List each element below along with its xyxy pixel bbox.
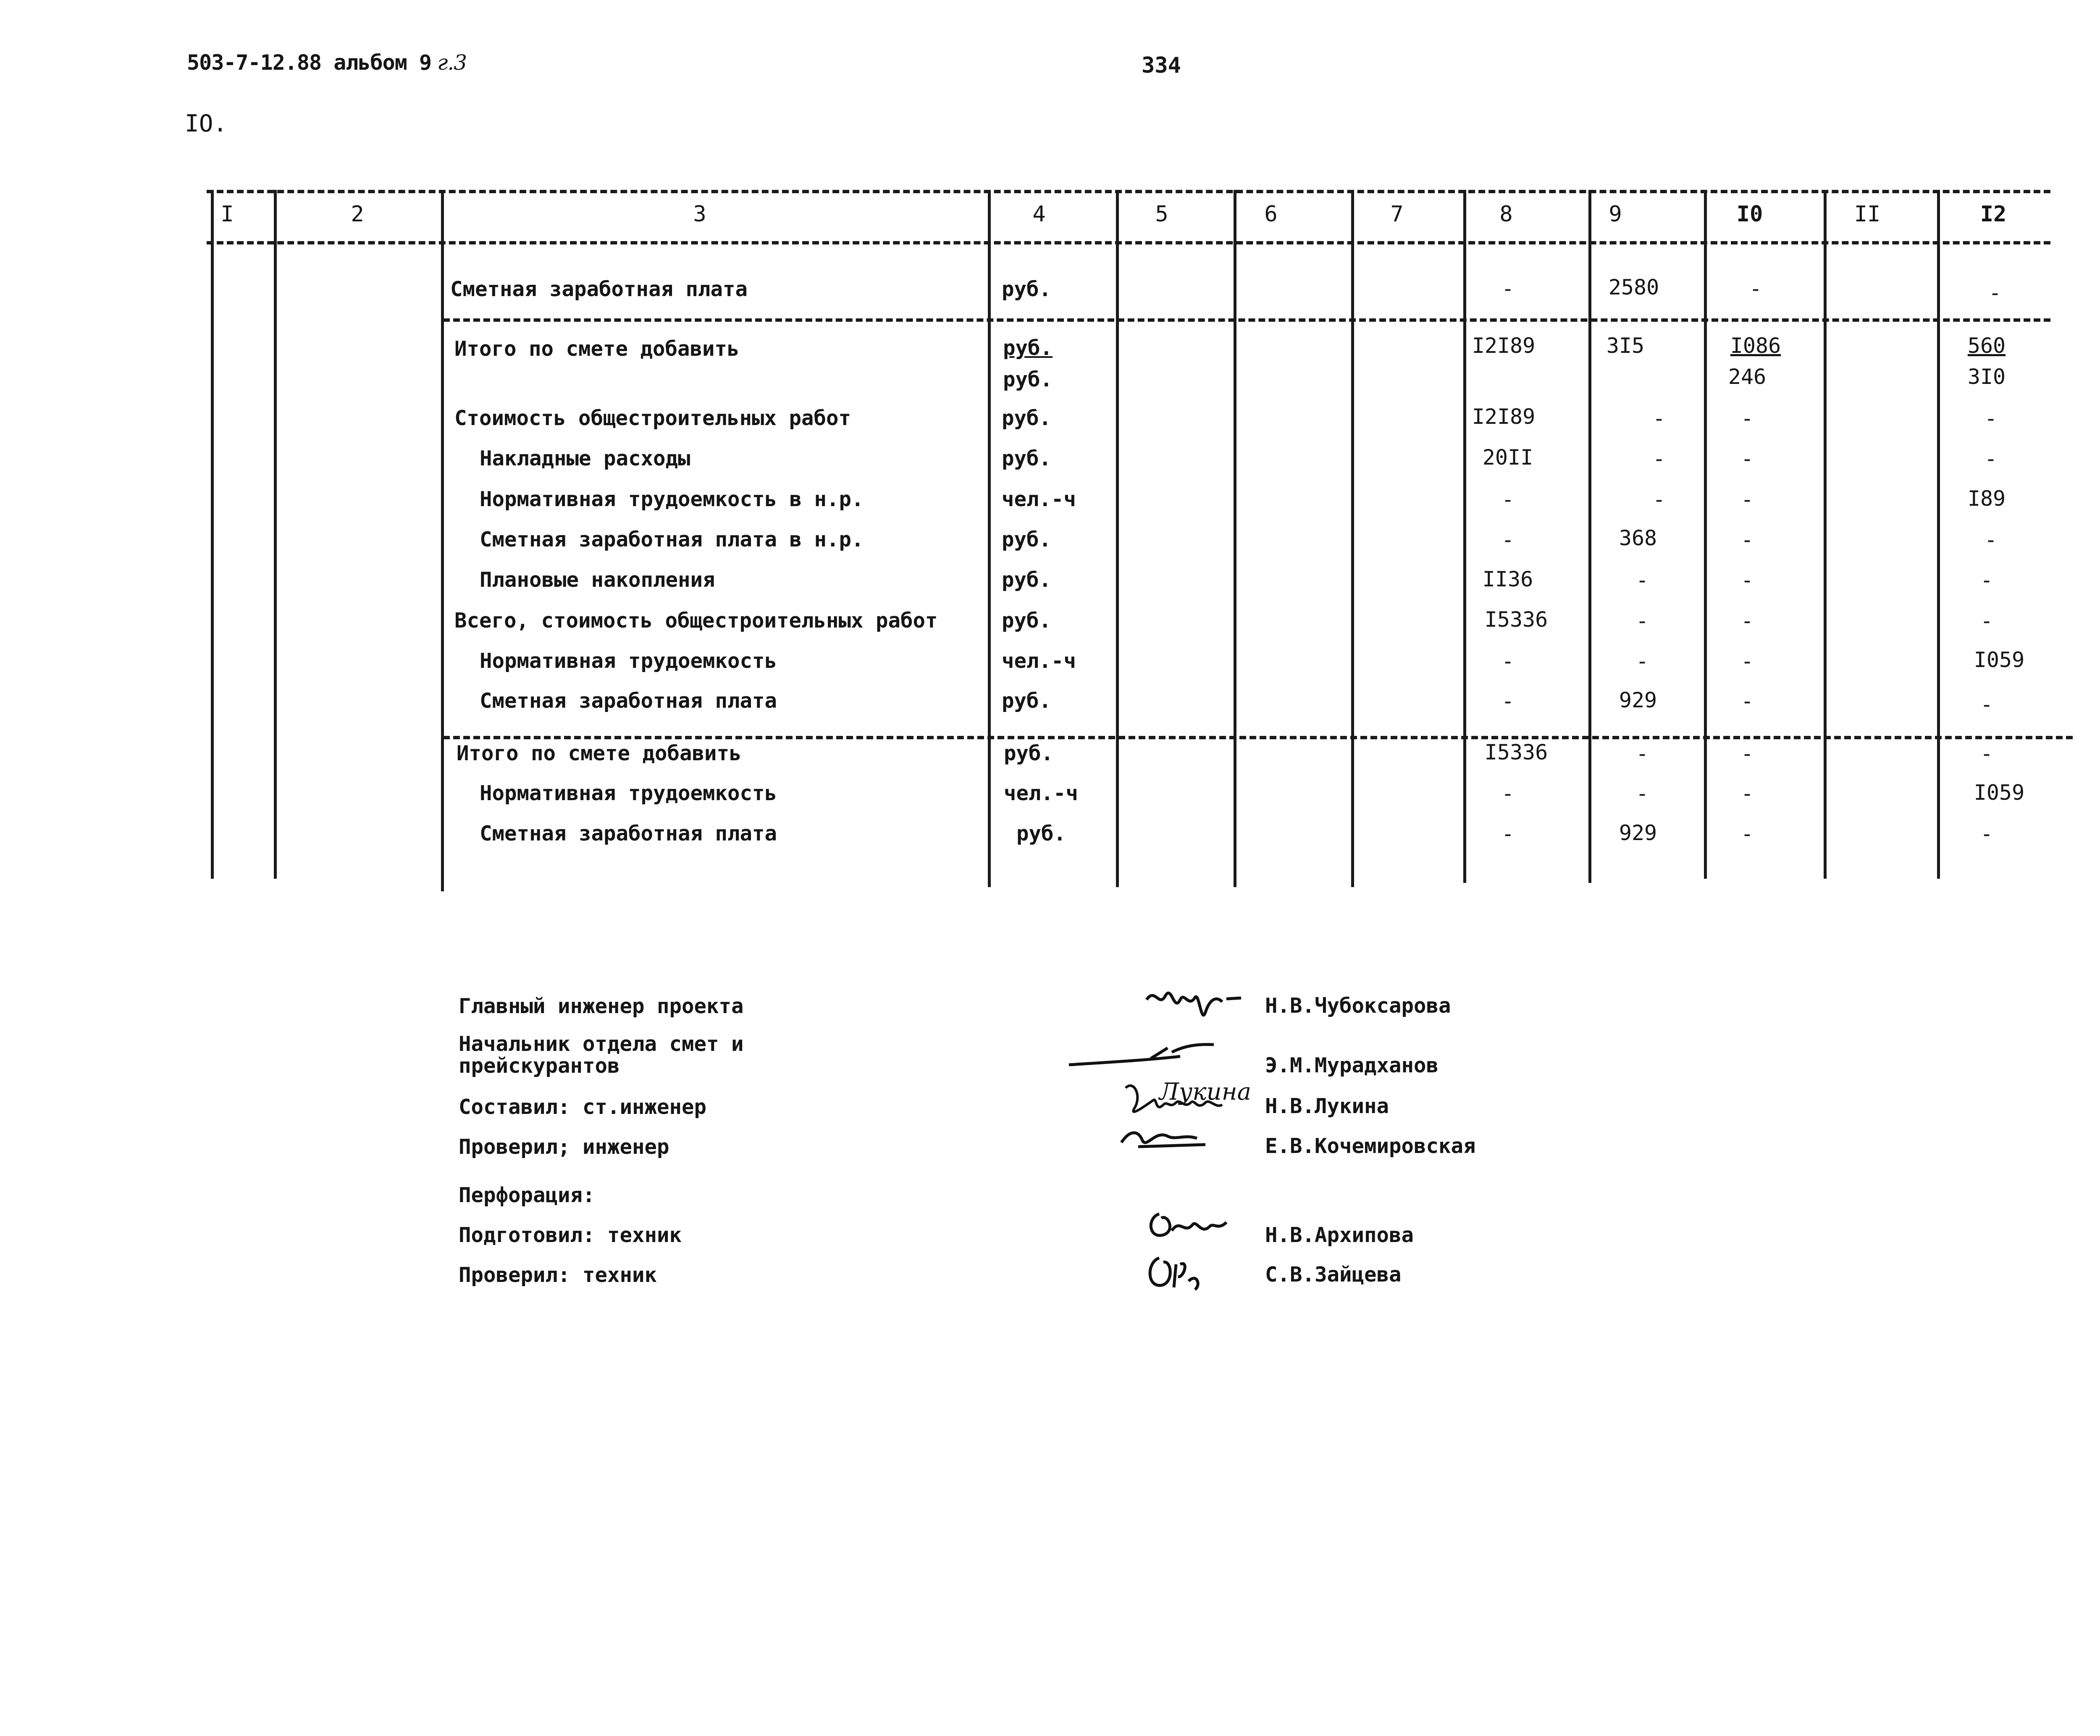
cell-col12: -: [1980, 692, 1993, 717]
row-label: Нормативная трудоемкость в н.р.: [480, 487, 864, 511]
cell-col10: -: [1740, 689, 1754, 713]
cell-col8: -: [1501, 822, 1515, 846]
cell-col12: 560: [1967, 334, 2006, 358]
table-col-border-11: [1824, 190, 1827, 879]
cell-col12: -: [1980, 609, 1993, 633]
row-unit: руб.: [1002, 446, 1052, 470]
signer-name: Н.В.Чубоксарова: [1265, 994, 1451, 1018]
cell-col12: -: [1980, 741, 1993, 766]
handwritten-signature-2: [1067, 1040, 1218, 1073]
col-header-1: I: [220, 202, 234, 227]
row-unit: руб.: [1002, 568, 1052, 592]
row-unit-second: руб.: [1003, 368, 1053, 391]
row-unit: чел.-ч: [1004, 781, 1079, 805]
row-label: Накладные расходы: [480, 446, 690, 470]
signer-name: Н.В.Лукина: [1265, 1094, 1389, 1118]
cell-col10: I086: [1730, 334, 1781, 358]
signer-name: С.В.Зайцева: [1265, 1263, 1402, 1287]
col-header-4: 4: [1032, 202, 1046, 227]
cell-col10: -: [1740, 609, 1754, 633]
row-unit: руб.: [1002, 528, 1052, 552]
table-col-border-10: [1704, 190, 1707, 879]
cell-col12: I059: [1974, 780, 2025, 805]
cell-col9: -: [1635, 781, 1649, 806]
col-header-2: 2: [351, 202, 364, 227]
cell-col10: -: [1740, 528, 1754, 552]
cell-col10: -: [1740, 822, 1754, 846]
signer-title: Проверил: техник: [459, 1263, 657, 1287]
table-col-border-1: [211, 190, 214, 879]
document-code-handwritten: г.3: [437, 50, 467, 75]
col-header-12: I2: [1980, 202, 2007, 227]
row-label: Итого по смете добавить: [457, 741, 742, 765]
cell-col9: -: [1652, 446, 1666, 471]
row-unit: руб.: [1016, 822, 1066, 846]
signer-name: Н.В.Архипова: [1265, 1223, 1414, 1247]
handwritten-signature-5: [1142, 1201, 1235, 1252]
table-col-border-6: [1234, 190, 1236, 887]
cell-col9: 3I5: [1606, 334, 1645, 358]
cell-col9: -: [1635, 609, 1649, 633]
row-label: Итого по смете добавить: [454, 337, 740, 361]
cell-col8: -: [1501, 781, 1515, 806]
cell-col10: -: [1740, 741, 1754, 766]
row-label: Всего, стоимость общестроительных работ: [454, 609, 938, 633]
table-col-border-7: [1351, 190, 1354, 887]
cell-col9: -: [1652, 487, 1666, 512]
table-col-border-4: [988, 190, 991, 887]
cell-col12-second: 3I0: [1967, 365, 2006, 389]
table-col-border-8: [1463, 190, 1466, 883]
cell-col12: I89: [1967, 486, 2006, 511]
cell-col10: -: [1740, 649, 1754, 673]
row-label: Сметная заработная плата в н.р.: [480, 528, 864, 552]
cell-col12: -: [1988, 281, 2002, 305]
table-col-border-2: [274, 190, 277, 879]
cell-col8: -: [1501, 689, 1515, 713]
signer-title: Начальник отдела смет и прейскурантов: [459, 1032, 744, 1078]
cell-col9: -: [1635, 649, 1649, 673]
cell-col8: -: [1501, 649, 1515, 673]
cell-col8: -: [1501, 487, 1515, 512]
col-header-9: 9: [1609, 202, 1622, 227]
handwritten-signature-4: [1113, 1121, 1214, 1155]
row-unit: руб.: [1002, 277, 1052, 301]
cell-col9: -: [1635, 741, 1649, 766]
cell-col12: -: [1980, 822, 1993, 846]
signer-name: Е.В.Кочемировская: [1265, 1134, 1476, 1158]
row-label: Плановые накопления: [480, 568, 715, 592]
table-top-rule: [207, 190, 2050, 193]
col-header-8: 8: [1499, 202, 1513, 227]
col-header-6: 6: [1264, 202, 1278, 227]
col-header-7: 7: [1390, 202, 1404, 227]
signer-title: Перфорация:: [459, 1183, 595, 1207]
signature-handwriting-lukina: Лукина: [1159, 1078, 1251, 1106]
row-label: Нормативная трудоемкость: [480, 649, 777, 673]
row-unit: руб.: [1002, 689, 1052, 713]
table-col-border-5: [1116, 190, 1119, 887]
row-unit: руб.: [1002, 406, 1052, 430]
document-code-text: 503-7-12.88 альбом 9: [187, 50, 432, 75]
cell-col9: -: [1652, 406, 1666, 431]
col-header-11: II: [1854, 202, 1881, 227]
table-col-border-3: [441, 190, 444, 891]
table-group-rule-1: [443, 318, 2050, 322]
table-col-border-12: [1937, 190, 1940, 879]
row-unit: чел.-ч: [1002, 649, 1076, 673]
col-header-10: I0: [1736, 202, 1763, 227]
row-label: Сметная заработная плата: [480, 822, 777, 846]
handwritten-signature-6: [1142, 1248, 1210, 1298]
cell-col9: 929: [1619, 821, 1657, 845]
table-group-rule-2: [443, 736, 2073, 739]
signer-title: Составил: ст.инженер: [459, 1095, 707, 1119]
row-unit: чел.-ч: [1002, 487, 1076, 511]
cell-col12: -: [1984, 406, 1998, 431]
col-header-5: 5: [1155, 202, 1168, 227]
handwritten-signature-1: [1142, 983, 1243, 1033]
cell-col8: I2I89: [1472, 334, 1536, 358]
cell-col10: -: [1740, 568, 1754, 592]
cell-col9: -: [1635, 568, 1649, 592]
signer-title: Главный инженер проекта: [459, 994, 744, 1018]
row-unit: руб.: [1002, 609, 1052, 633]
cell-col10: -: [1740, 781, 1754, 806]
row-label: Сметная заработная плата: [480, 689, 777, 713]
cell-col8: I5336: [1484, 607, 1548, 632]
cell-col9: 929: [1619, 688, 1657, 712]
row-unit: руб.: [1004, 741, 1054, 765]
cell-col12: -: [1980, 568, 1993, 592]
handwritten-signature-3: [1117, 1078, 1251, 1126]
cell-col10: -: [1740, 406, 1754, 431]
cell-col9: 2580: [1608, 275, 1659, 299]
signer-title: Подготовил: техник: [459, 1223, 682, 1247]
cell-col8: 20II: [1482, 445, 1533, 470]
cell-col8: -: [1501, 276, 1515, 301]
cell-col10-second: 246: [1728, 365, 1767, 389]
cell-col8: -: [1501, 528, 1515, 552]
page-number: 334: [1142, 53, 1181, 78]
col-header-3: 3: [693, 202, 706, 227]
signer-title: Проверил; инженер: [459, 1135, 669, 1159]
row-label: Сметная заработная плата: [450, 277, 748, 301]
cell-col10: -: [1740, 446, 1754, 471]
cell-col8: I2I89: [1472, 404, 1536, 429]
row-unit: руб.: [1003, 336, 1053, 360]
cell-col12: -: [1984, 446, 1998, 471]
cell-col12: I059: [1974, 648, 2025, 672]
table-header-rule: [207, 241, 2050, 244]
signer-name: Э.М.Мурадханов: [1265, 1053, 1439, 1077]
cell-col9: 368: [1619, 526, 1657, 550]
row-label: Нормативная трудоемкость: [480, 781, 777, 805]
cell-col10: -: [1740, 487, 1754, 512]
cell-col8: I5336: [1484, 740, 1548, 764]
table-col-border-9: [1588, 190, 1591, 883]
row-label: Стоимость общестроительных работ: [454, 406, 851, 430]
cell-col12: -: [1984, 528, 1998, 552]
cell-col10: -: [1749, 276, 1762, 301]
cell-col8: II36: [1482, 567, 1533, 591]
section-number: IO.: [185, 110, 228, 137]
